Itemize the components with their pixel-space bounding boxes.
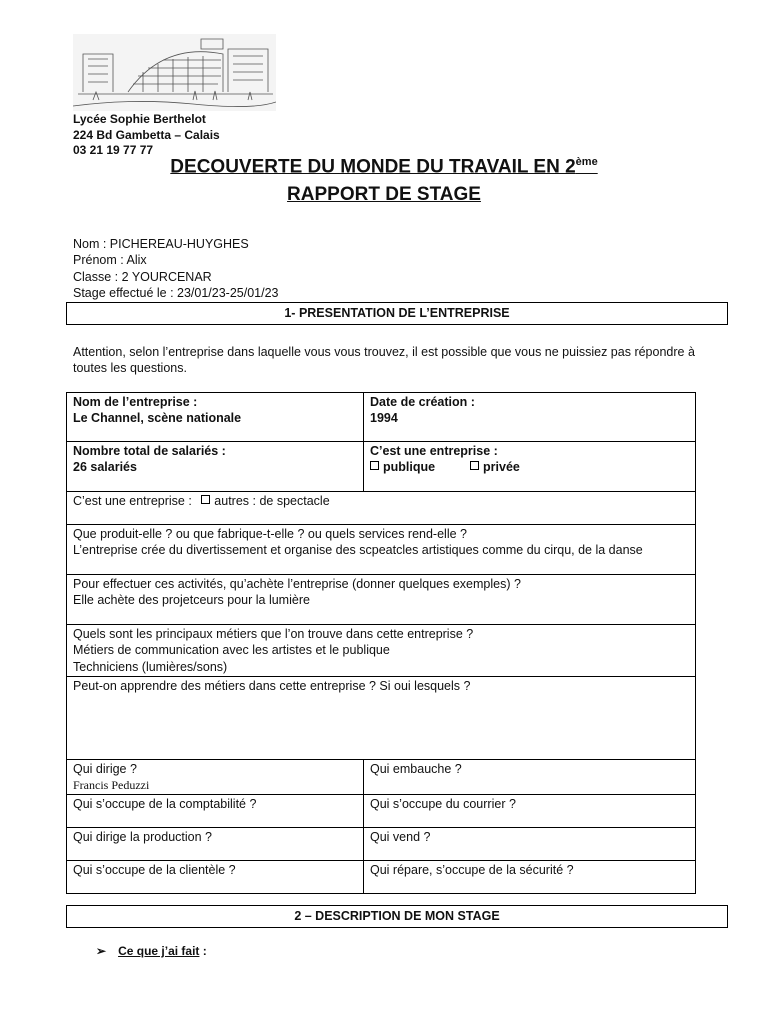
accounting-cell (67, 795, 364, 828)
document-title (0, 156, 768, 178)
other-type-value: autres : de spectacle (214, 494, 330, 508)
table-row (67, 828, 696, 861)
table-row (67, 795, 696, 828)
section1-note: Attention, selon l’entreprise dans laquelle vous vous trouvez, il est possible que vous ne puissiez pas répondre à toutes les questions. (73, 345, 695, 376)
sales-cell (364, 828, 696, 861)
creation-date-cell (364, 393, 696, 442)
learning-question: Peut-on apprendre des métiers dans cette entreprise ? Si oui lesquels ? (73, 678, 471, 693)
table-row (67, 676, 696, 759)
customers-question: Qui s’occupe de la clientèle ? (73, 863, 236, 878)
table-row (67, 492, 696, 525)
checkbox-publique[interactable] (370, 461, 379, 470)
table-row (67, 393, 696, 442)
company-other-type-cell (67, 492, 696, 525)
learning-cell (67, 676, 696, 759)
products-question: Que produit-elle ? ou que fabrique-t-elle ? ou quels services rend-elle ? (73, 527, 467, 541)
school-name: Lycée Sophie Berthelot (73, 112, 206, 126)
table-row (67, 442, 696, 492)
company-name-cell (67, 393, 364, 442)
company-form-table (66, 392, 696, 894)
employees-label: Nombre total de salariés : (73, 444, 226, 458)
section1-heading: 1- PRESENTATION DE L’ENTREPRISE (66, 302, 728, 325)
hiring-cell (364, 759, 696, 795)
school-info (73, 112, 220, 159)
student-stage-dates: Stage effectué le : 23/01/23-25/01/23 (73, 285, 279, 300)
company-name-label: Nom de l’entreprise : (73, 395, 198, 409)
item-label: Ce que j’ai fait (118, 944, 200, 958)
section2-item (96, 944, 207, 958)
table-row (67, 575, 696, 625)
production-question: Qui dirige la production ? (73, 830, 212, 845)
item-suffix: : (199, 944, 207, 958)
jobs-answer-2: Techniciens (lumières/sons) (73, 659, 228, 674)
products-answer: L’entreprise crée du divertissement et organise des scpeatcles artistiques comme du cirqu, de la danse (73, 543, 643, 558)
security-cell (364, 861, 696, 894)
jobs-cell (67, 625, 696, 677)
company-type-options (370, 459, 689, 475)
student-nom: Nom : PICHEREAU-HUYGHES (73, 237, 249, 251)
purchases-cell (67, 575, 696, 625)
products-cell (67, 525, 696, 575)
jobs-question: Quels sont les principaux métiers que l’on trouve dans cette entreprise ? (73, 627, 474, 641)
company-name-value: Le Channel, scène nationale (73, 411, 242, 426)
title-line1: DECOUVERTE DU MONDE DU TRAVAIL EN 2 (170, 156, 576, 178)
arrow-bullet-icon: ➢ (96, 944, 107, 958)
director-answer: Francis Peduzzi (73, 778, 150, 793)
mail-question: Qui s’occupe du courrier ? (370, 797, 516, 812)
student-prenom: Prénom : Alix (73, 253, 147, 268)
table-row (67, 861, 696, 894)
student-info (73, 236, 279, 301)
section2-heading: 2 – DESCRIPTION DE MON STAGE (66, 905, 728, 928)
production-cell (67, 828, 364, 861)
director-cell (67, 759, 364, 795)
customers-cell (67, 861, 364, 894)
hiring-question: Qui embauche ? (370, 761, 462, 776)
option-privee: privée (483, 460, 520, 475)
company-type-label: C’est une entreprise : (370, 444, 498, 458)
document-subtitle: RAPPORT DE STAGE (287, 184, 481, 205)
checkbox-autres[interactable] (201, 495, 210, 504)
mail-cell (364, 795, 696, 828)
sales-question: Qui vend ? (370, 830, 431, 845)
table-row (67, 759, 696, 795)
option-publique: publique (383, 460, 436, 475)
creation-date-label: Date de création : (370, 395, 475, 409)
purchases-question: Pour effectuer ces activités, qu’achète l’entreprise (donner quelques exemples) ? (73, 577, 521, 591)
other-type-label: C’est une entreprise : (73, 494, 192, 508)
student-classe: Classe : 2 YOURCENAR (73, 269, 212, 284)
employees-cell (67, 442, 364, 492)
company-type-cell (364, 442, 696, 492)
school-logo-sketch (73, 34, 276, 111)
employees-value: 26 salariés (73, 460, 137, 475)
accounting-question: Qui s’occupe de la comptabilité ? (73, 797, 257, 812)
table-row (67, 625, 696, 677)
school-address: 224 Bd Gambetta – Calais (73, 127, 220, 142)
security-question: Qui répare, s’occupe de la sécurité ? (370, 863, 574, 878)
table-row (67, 525, 696, 575)
creation-date-value: 1994 (370, 411, 398, 426)
director-question: Qui dirige ? (73, 761, 137, 776)
title-superscript: ème (575, 156, 598, 168)
checkbox-privee[interactable] (470, 461, 479, 470)
school-phone: 03 21 19 77 77 (73, 143, 154, 157)
purchases-answer: Elle achète des projetceurs pour la lumière (73, 593, 310, 608)
jobs-answer-1: Métiers de communication avec les artistes et le publique (73, 643, 390, 658)
